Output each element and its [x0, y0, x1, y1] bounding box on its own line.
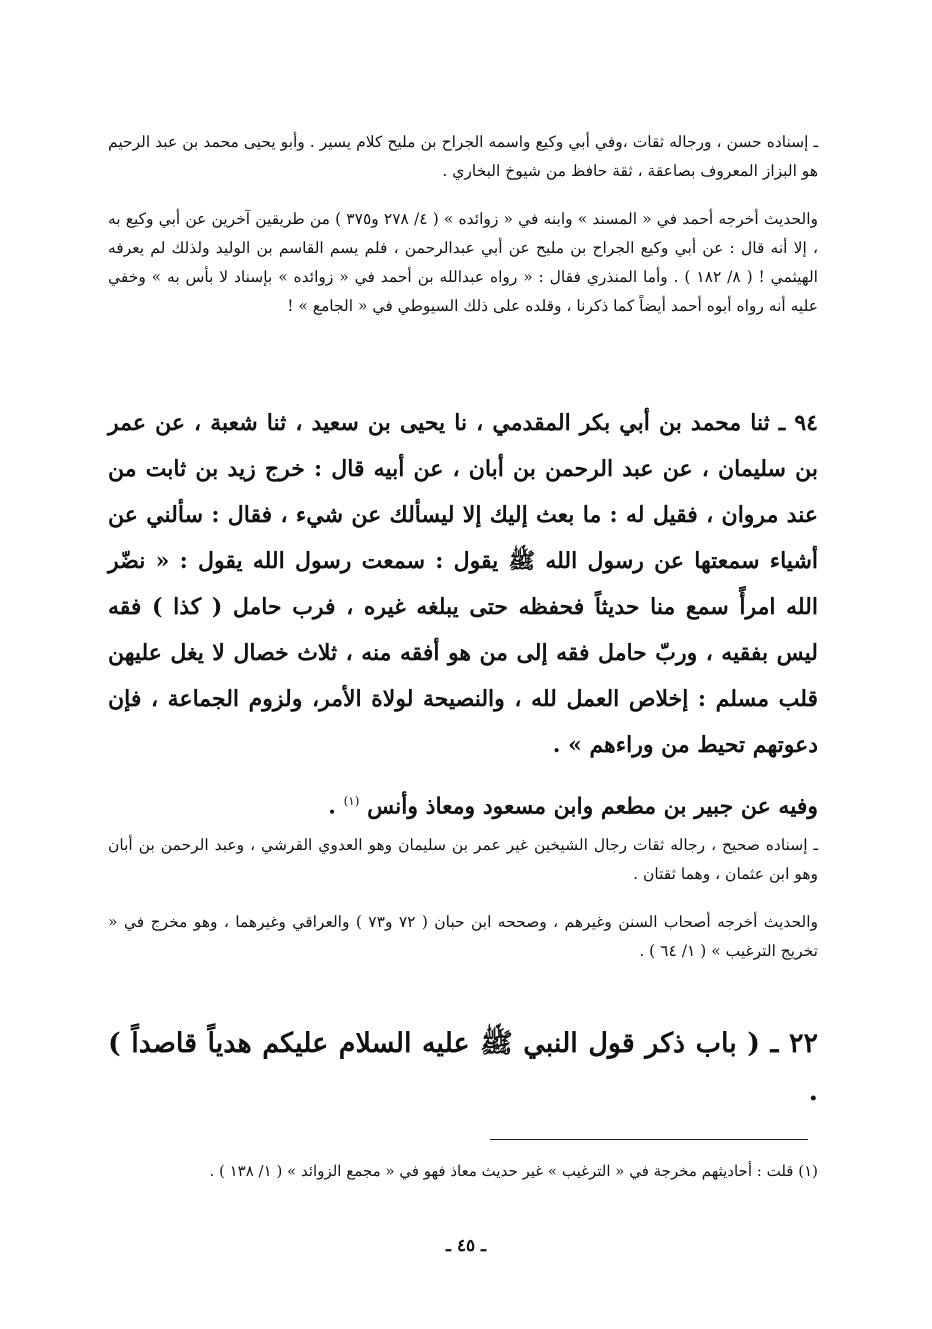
related-narrators-text: وفيه عن جبير بن مطعم وابن مسعود ومعاذ وأنس — [367, 793, 818, 820]
related-narrators-end: . — [328, 793, 344, 820]
isnad-commentary-paragraph-2: ـ إسناده صحيح ، رجاله ثقات رجال الشيخين غير عمر بن سليمان وهو العدوي القرشي ، وعبد الرحمن بن أبان وهو ابن عثمان ، وهما ثقتان . — [108, 836, 818, 883]
isnad-commentary-paragraph-1: ـ إسناده حسن ، ورجاله ثقات ،وفي أبي وكيع واسمه الجراح بن مليح كلام يسير . وأبو يحيى محمد بن عبد الرحيم هو البزاز المعروف بصاعقة ، ثقة حافظ من شيوخ البخاري . — [108, 133, 818, 180]
footnote-separator — [490, 1139, 808, 1140]
hadith-94-text: ٩٤ ـ ثنا محمد بن أبي بكر المقدمي ، نا يحيى بن سعيد ، ثنا شعبة ، عن عمر بن سليمان ، عن عبد الرحمن بن أبان ، عن أبيه قال : خرج زيد بن ثابت من عند مروان ، فقيل له : ما بعث إليك إلا ليسألك عن شيء ، فقال : سألني عن أشياء سمعتها عن رسول الله ﷺ يقول : سمعت رسول الله يقول : « نضّر الله امرأً سمع منا حديثاً فحفظه حتى يبلغه غيره ، فرب حامل ( كذا ) فقه ليس بفقيه ، وربّ حامل فقه إلى من هو أفقه منه ، ثلاث خصال لا يغل عليهن قلب مسلم : إخلاص العمل لله ، والنصيحة لولاة الأمر، ولزوم الجماعة ، فإن دعوتهم تحيط من وراءهم » . — [108, 410, 818, 758]
chapter-22-heading: ٢٢ ـ ( باب ذكر قول النبي ﷺ عليه السلام عليكم هدياً قاصداً ) . — [108, 1028, 818, 1107]
footnote-1: (١) قلت : أحاديثهم مخرجة في « الترغيب » غير حديث معاذ فهو في « مجمع الزوائد » ( ١/ ١٣٨ ) . — [209, 1162, 818, 1180]
page-number: ـ ٤٥ ـ — [445, 1236, 487, 1256]
takhrij-commentary-paragraph-1: والحديث أخرجه أحمد في « المسند » وابنه في « زوائده » ( ٤/ ٢٧٨ و٣٧٥ ) من طريقين آخرين عن أبي وكيع به ، إلا أنه قال : عن أبي وكيع الجراح بن مليح عن أبي عبدالرحمن ، فلم يسم القاسم بن الوليد ولذلك لم يعرفه الهيثمي ! ( ٨/ ١٨٢ ) . وأما المنذري فقال : « رواه عبدالله بن أحمد في « زوائده » بإسناد لا بأس به » وخفي عليه أنه رواه أبوه أحمد أيضاً كما ذكرنا ، وقلده على ذلك السيوطي في « الجامع » ! — [108, 210, 819, 315]
hadith-94-related-narrators — [108, 778, 818, 829]
footnote-marker: (١) — [343, 794, 360, 808]
takhrij-commentary-paragraph-2: والحديث أخرجه أصحاب السنن وغيرهم ، وصححه ابن حبان ( ٧٢ و٧٣ ) والعراقي وغيرهما ، وهو مخرج في « تخريج الترغيب » ( ١/ ٦٤ ) . — [108, 913, 818, 960]
